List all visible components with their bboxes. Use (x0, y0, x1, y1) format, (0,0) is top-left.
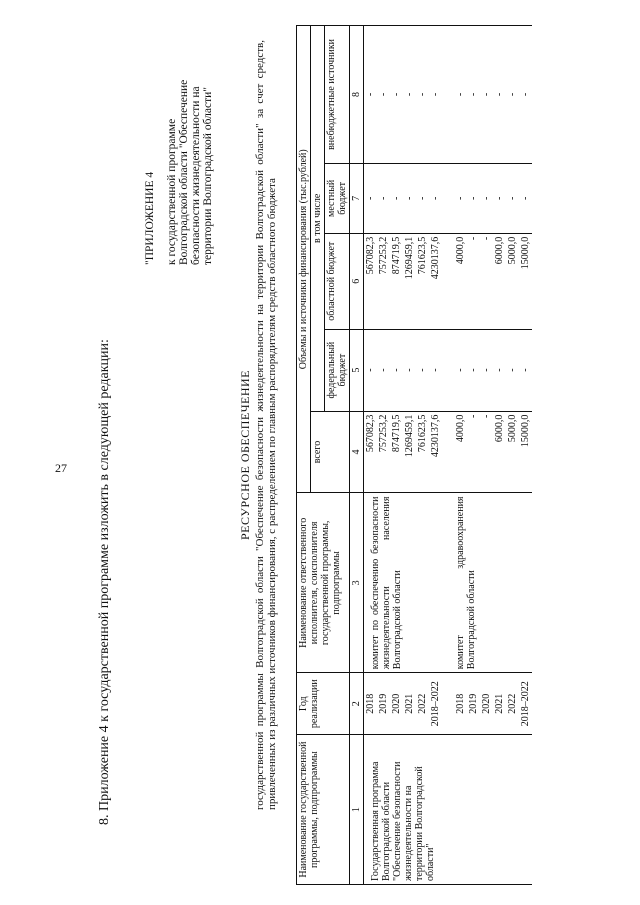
header-extra: внебюджетные источники (325, 26, 350, 164)
executor-cell: комитет здравоохранения Волгоградской области (454, 493, 532, 673)
local-cell: - (429, 163, 442, 233)
local-cell: - (519, 163, 532, 233)
federal-cell: - (390, 329, 403, 411)
table-row (364, 26, 378, 885)
total-cell: - (467, 411, 480, 493)
program-name-cell: Государственная программа Волгоградской области "Обеспечение безопасности жизнедеятельности на территории Волгоградской области" (364, 735, 533, 885)
extra-cell: - (480, 26, 493, 164)
document-subtitle: государственной программы Волгоградской области "Обеспечение безопасности жизнедеятельности на территории Волгоградской области" за счет средств, привлеченных из различных источников финансирования, с распределением по главным распорядителям средств областного бюджета (254, 40, 278, 810)
local-cell: - (416, 163, 429, 233)
col-number: 7 (350, 163, 364, 233)
local-cell: - (506, 163, 519, 233)
federal-cell: - (506, 329, 519, 411)
rotated-page-content (20, 25, 600, 885)
federal-cell: - (364, 329, 378, 411)
year-cell: 2021 (493, 673, 506, 735)
regional-cell: 6000,0 (493, 233, 506, 329)
regional-cell: - (480, 233, 493, 329)
extra-cell: - (493, 26, 506, 164)
total-cell: 761623,5 (416, 411, 429, 493)
total-cell: 6000,0 (493, 411, 506, 493)
header-regional: областной бюджет (325, 233, 350, 329)
extra-cell: - (506, 26, 519, 164)
amendment-heading: 8. Приложение 4 к государственной программе изложить в следующей редакции: (97, 339, 112, 825)
total-cell: 567082,3 (364, 411, 378, 493)
extra-cell: - (519, 26, 532, 164)
regional-cell: 757253,2 (377, 233, 390, 329)
total-cell: - (480, 411, 493, 493)
year-cell: 2018 (364, 673, 378, 735)
header-year: Год реализации (297, 673, 350, 735)
document-title: РЕСУРСНОЕ ОБЕСПЕЧЕНИЕ (238, 370, 252, 541)
federal-cell: - (416, 329, 429, 411)
federal-cell: - (493, 329, 506, 411)
col-number: 2 (350, 673, 364, 735)
header-program-name: Наименование государственной программы, подпрограммы (297, 735, 350, 885)
year-cell: 2020 (390, 673, 403, 735)
local-cell: - (493, 163, 506, 233)
local-cell: - (467, 163, 480, 233)
executor-cell: комитет по обеспечению безопасности жизнедеятельности населения Волгоградской области (364, 493, 443, 673)
regional-cell: 567082,3 (364, 233, 378, 329)
page-number: 27 (55, 461, 67, 475)
extra-cell: - (390, 26, 403, 164)
federal-cell: - (467, 329, 480, 411)
resource-table (296, 25, 532, 885)
federal-cell: - (480, 329, 493, 411)
local-cell: - (364, 163, 378, 233)
federal-cell: - (377, 329, 390, 411)
local-cell: - (403, 163, 416, 233)
year-cell: 2018 (454, 673, 467, 735)
local-cell: - (480, 163, 493, 233)
federal-cell: - (519, 329, 532, 411)
header-including: в том числе (311, 26, 325, 412)
total-cell: 5000,0 (506, 411, 519, 493)
header-local: местный бюджет (325, 163, 350, 233)
regional-cell: 4000,0 (454, 233, 467, 329)
extra-cell: - (416, 26, 429, 164)
total-cell: 757253,2 (377, 411, 390, 493)
regional-cell: 761623,5 (416, 233, 429, 329)
appendix-text: к государственной программе Волгоградской области "Обеспечение безопасности жизнедеятельности на территории Волгоградской области" (166, 79, 214, 265)
year-cell: 2018–2022 (429, 673, 442, 735)
federal-cell: - (454, 329, 467, 411)
header-executor: Наименование ответственного исполнителя, соисполнителя государственной программы, подпрограммы (297, 493, 350, 673)
header-federal: федеральный бюджет (325, 329, 350, 411)
year-cell: 2020 (480, 673, 493, 735)
header-total: всего (311, 411, 350, 493)
year-cell: 2019 (377, 673, 390, 735)
federal-cell: - (429, 329, 442, 411)
col-number: 6 (350, 233, 364, 329)
col-number: 1 (350, 735, 364, 885)
total-cell: 874719,5 (390, 411, 403, 493)
col-number: 4 (350, 411, 364, 493)
year-cell: 2022 (506, 673, 519, 735)
total-cell: 15000,0 (519, 411, 532, 493)
year-cell: 2019 (467, 673, 480, 735)
extra-cell: - (364, 26, 378, 164)
appendix-title: "ПРИЛОЖЕНИЕ 4 (144, 171, 156, 265)
regional-cell: - (467, 233, 480, 329)
year-cell: 2021 (403, 673, 416, 735)
appendix-block (144, 55, 214, 265)
total-cell: 1269459,1 (403, 411, 416, 493)
extra-cell: - (403, 26, 416, 164)
total-cell: 4000,0 (454, 411, 467, 493)
regional-cell: 874719,5 (390, 233, 403, 329)
header-volumes: Объемы и источники финансирования (тыс.рублей) (297, 26, 311, 493)
col-number: 8 (350, 26, 364, 164)
extra-cell: - (377, 26, 390, 164)
extra-cell: - (467, 26, 480, 164)
extra-cell: - (454, 26, 467, 164)
federal-cell: - (403, 329, 416, 411)
regional-cell: 5000,0 (506, 233, 519, 329)
local-cell: - (454, 163, 467, 233)
year-cell: 2018–2022 (519, 673, 532, 735)
col-number: 5 (350, 329, 364, 411)
total-cell: 4230137,6 (429, 411, 442, 493)
col-number: 3 (350, 493, 364, 673)
regional-cell: 15000,0 (519, 233, 532, 329)
local-cell: - (390, 163, 403, 233)
year-cell: 2022 (416, 673, 429, 735)
regional-cell: 1269459,1 (403, 233, 416, 329)
regional-cell: 4230137,6 (429, 233, 442, 329)
extra-cell: - (429, 26, 442, 164)
local-cell: - (377, 163, 390, 233)
